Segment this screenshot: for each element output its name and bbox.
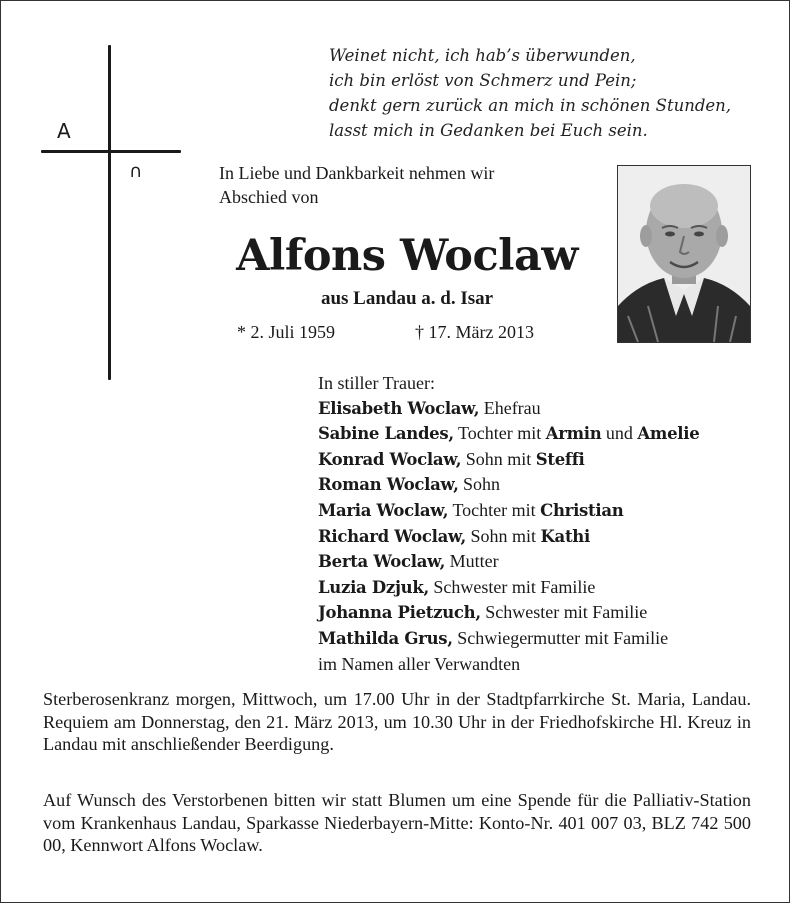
mourner-name: Richard Woclaw, <box>318 526 466 546</box>
mourners-closing: im Namen aller Verwandten <box>318 653 521 674</box>
mourner-entry <box>318 600 768 626</box>
mourner-companion: Steffi <box>535 449 585 469</box>
intro-line: Abschied von <box>219 187 319 207</box>
death-date: † 17. März 2013 <box>415 322 534 342</box>
mourner-name: Mathilda Grus, <box>318 628 453 648</box>
mourner-companion: Armin <box>545 424 602 444</box>
cross-icon <box>108 45 111 380</box>
mourner-entry <box>318 447 768 473</box>
mourner-companion: Kathi <box>540 526 590 546</box>
poem-line: lasst mich in Gedanken bei Euch sein. <box>329 121 648 140</box>
mourner-name: Sabine Landes, <box>318 424 454 444</box>
birth-date: * 2. Juli 1959 <box>237 322 336 342</box>
mourner-relation: Mutter <box>445 551 499 572</box>
mourner-relation: Tochter mit <box>453 423 546 444</box>
poem-line: Weinet nicht, ich hab’s überwunden, <box>329 46 636 65</box>
mourner-relation: Schwester mit Familie <box>480 602 648 623</box>
service-details: Sterberosenkranz morgen, Mittwoch, um 17.00 Uhr in der Stadtpfarrkirche St. Maria, Landau. Requiem am Donnerstag, den 21. März 2013, um 10.30 Uhr in der Friedhofskirche Hl. Kreuz in Landau mit anschließender Beerdigung. <box>43 689 751 754</box>
mourner-entry <box>318 421 768 447</box>
mourner-relation: Sohn <box>458 474 501 495</box>
mourner-name: Roman Woclaw, <box>318 475 459 495</box>
mourner-name: Konrad Woclaw, <box>318 449 462 469</box>
mourners-heading: In stiller Trauer: <box>318 373 435 393</box>
mourner-relation: Tochter mit <box>448 499 541 520</box>
cross-crossbar <box>41 150 181 153</box>
mourner-entry <box>318 626 768 652</box>
mourner-name: Luzia Dzjuk, <box>318 577 429 597</box>
mourner-conjunction: und <box>601 423 638 444</box>
alpha-symbol: A <box>57 119 71 143</box>
mourner-name: Elisabeth Woclaw, <box>318 398 480 418</box>
intro-text <box>219 161 599 209</box>
omega-symbol: ∩ <box>129 161 143 182</box>
mourner-entry <box>318 524 768 550</box>
mourner-relation: Sohn mit <box>466 525 541 546</box>
mourner-entry <box>318 472 768 498</box>
poem-line: ich bin erlöst von Schmerz und Pein; <box>329 71 637 90</box>
mourner-name: Johanna Pietzuch, <box>318 603 481 623</box>
portrait-photo <box>617 165 751 343</box>
mourner-companion: Christian <box>540 500 624 520</box>
mourner-relation: Sohn mit <box>461 448 536 469</box>
mourners-list <box>318 371 768 676</box>
intro-line: In Liebe und Dankbarkeit nehmen wir <box>219 163 495 183</box>
deceased-origin: aus Landau a. d. Isar <box>320 288 494 309</box>
mourner-entry <box>318 396 768 422</box>
poem-line: denkt gern zurück an mich in schönen Stunden, <box>329 96 732 115</box>
mourner-entry <box>318 549 768 575</box>
deceased-name: Alfons Woclaw <box>236 231 578 281</box>
mourner-relation: Schwiegermutter mit Familie <box>452 627 669 648</box>
donation-request: Auf Wunsch des Verstorbenen bitten wir statt Blumen um eine Spende für die Palliativ-Station vom Krankenhaus Landau, Sparkasse Niederbayern-Mitte: Konto-Nr. 401 007 03, BLZ 742 500 00, Kennwort Alfons Woclaw. <box>43 790 751 855</box>
mourner-name: Maria Woclaw, <box>318 500 449 520</box>
portrait-image <box>618 166 750 342</box>
poem <box>329 43 769 143</box>
mourner-entry <box>318 575 768 601</box>
mourner-entry <box>318 498 768 524</box>
mourner-relation: Schwester mit Familie <box>428 576 596 597</box>
mourner-name: Berta Woclaw, <box>318 552 446 572</box>
mourner-relation: Ehefrau <box>479 397 541 418</box>
mourner-companion: Amelie <box>637 424 700 444</box>
